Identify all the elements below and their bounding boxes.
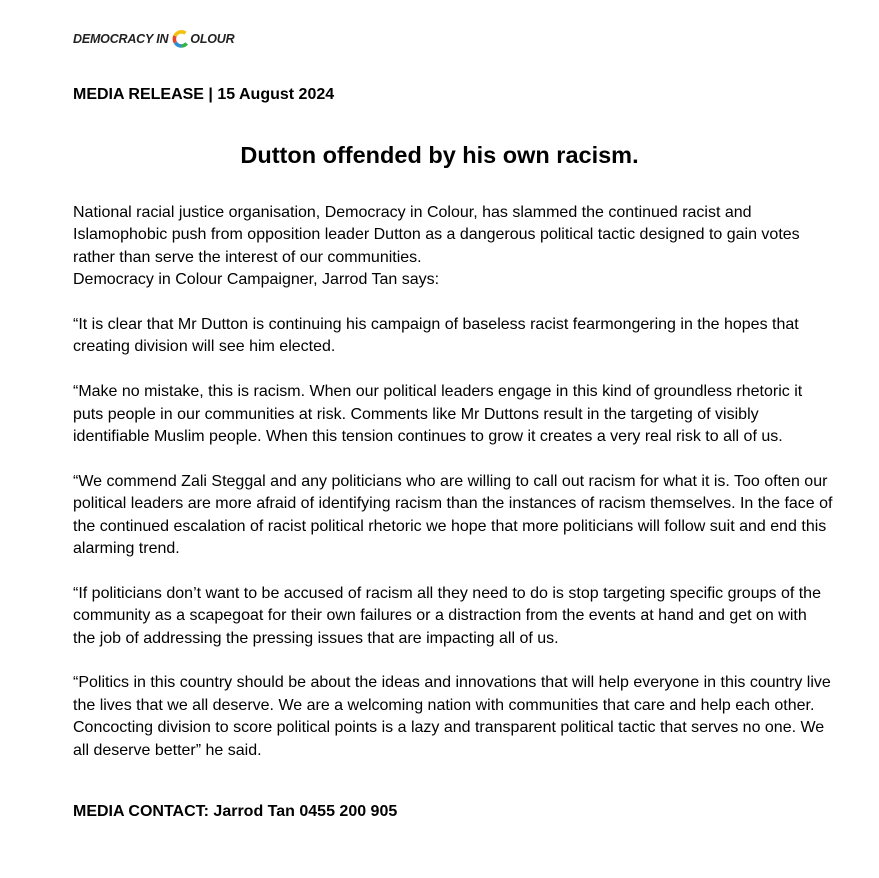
paragraph-quote-5: “Politics in this country should be about the ideas and innovations that will help everyone in this country live the lives that we all deserve. We are a welcoming nation with communities that care and help each other. Concocting division to score political points is a lazy and transparent political tactic that serves no one. We all deserve better” he said. bbox=[73, 674, 831, 759]
media-contact: MEDIA CONTACT: Jarrod Tan 0455 200 905 bbox=[73, 803, 398, 820]
page-title: Dutton offended by his own racism. bbox=[240, 142, 639, 168]
paragraph-quote-4: “If politicians don’t want to be accused of racism all they need to do is stop targeting specific groups of the community as a scapegoat for their own failures or a distraction from the events at hand and get on with the job of addressing the pressing issues that are impacting all of us. bbox=[73, 584, 821, 647]
paragraph-quote-3: “We commend Zali Steggal and any politicians who are willing to call out racism for what it is. Too often our political leaders are more afraid of identifying racism than the instances of racism themselves. In the face of the continued escalation of racist political rhetoric we hope that more politicians will follow suit and end this alarming trend. bbox=[73, 472, 833, 558]
paragraph-quote-1: “It is clear that Mr Dutton is continuing his campaign of baseless racist fearmongering in the hopes that creating division will see him elected. bbox=[73, 316, 799, 356]
logo-text-suffix: OLOUR bbox=[190, 32, 235, 46]
paragraph-attribution: Democracy in Colour Campaigner, Jarrod Tan says: bbox=[73, 271, 440, 289]
press-release-body bbox=[73, 202, 833, 762]
democracy-in-colour-logo bbox=[73, 28, 234, 50]
logo-c-icon bbox=[172, 30, 190, 48]
paragraph-quote-2: “Make no mistake, this is racism. When our political leaders engage in this kind of groundless rhetoric it puts people in our communities at risk. Comments like Mr Duttons result in the targeting of visibly identifiable Muslim people. When this tension continues to grow it creates a very real risk to all of us. bbox=[73, 383, 803, 446]
logo-text-prefix: DEMOCRACY IN bbox=[73, 32, 169, 46]
paragraph-intro: National racial justice organisation, Democracy in Colour, has slammed the continued racist and Islamophobic push from opposition leader Dutton as a dangerous political tactic designed to gain votes rather than serve the interest of our communities. bbox=[73, 204, 800, 266]
media-release-date: MEDIA RELEASE | 15 August 2024 bbox=[73, 86, 335, 103]
